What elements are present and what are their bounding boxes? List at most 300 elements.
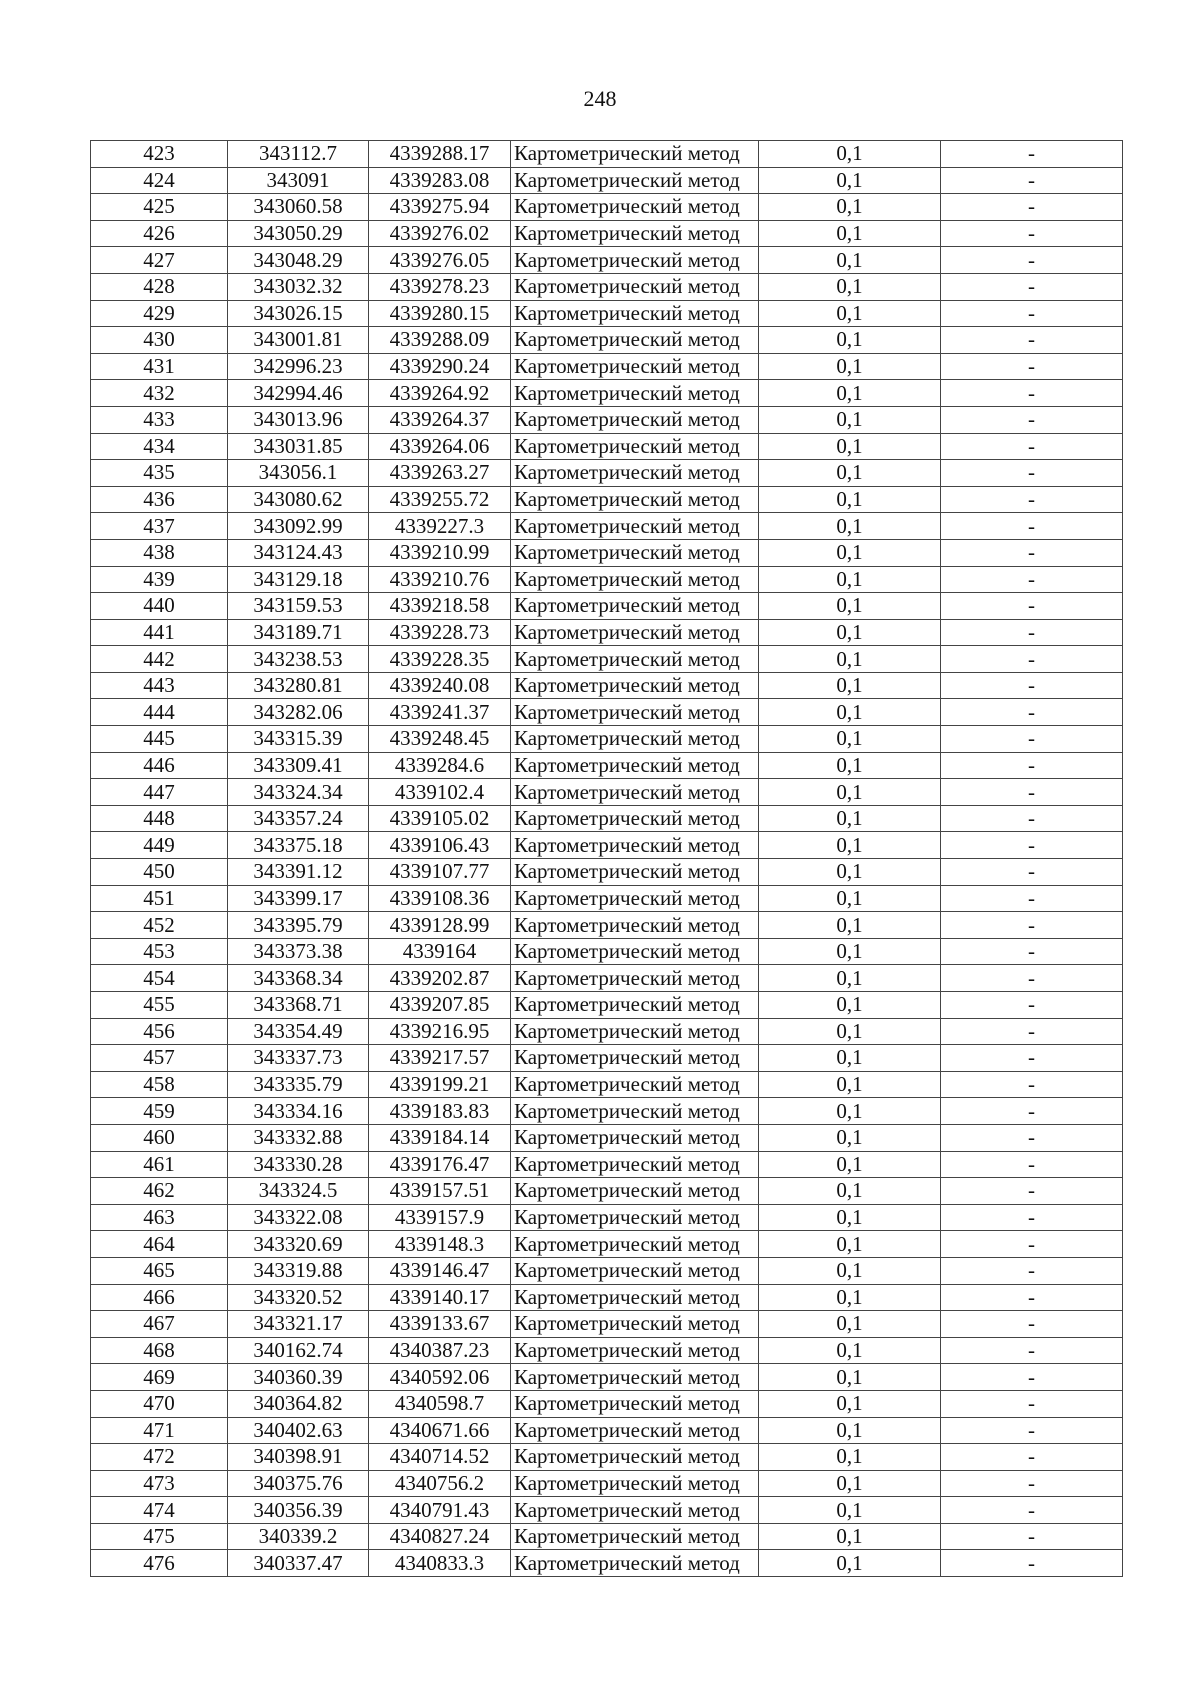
table-row [91,593,1123,620]
x-coordinate-cell: 343373.38 [228,938,369,965]
method-cell: Картометрический метод [511,406,759,433]
method-cell: Картометрический метод [511,938,759,965]
accuracy-cell: 0,1 [759,194,941,221]
accuracy-cell: 0,1 [759,619,941,646]
y-coordinate-cell: 4339146.47 [369,1257,511,1284]
accuracy-cell: 0,1 [759,593,941,620]
accuracy-cell: 0,1 [759,1364,941,1391]
accuracy-cell: 0,1 [759,1444,941,1471]
y-coordinate-cell: 4339280.15 [369,300,511,327]
method-cell: Картометрический метод [511,327,759,354]
x-coordinate-cell: 340337.47 [228,1550,369,1577]
method-cell: Картометрический метод [511,593,759,620]
method-cell: Картометрический метод [511,619,759,646]
method-cell: Картометрический метод [511,1417,759,1444]
point-number-cell: 464 [91,1231,228,1258]
point-number-cell: 439 [91,566,228,593]
y-coordinate-cell: 4339207.85 [369,992,511,1019]
x-coordinate-cell: 343354.49 [228,1018,369,1045]
x-coordinate-cell: 343280.81 [228,672,369,699]
y-coordinate-cell: 4339108.36 [369,885,511,912]
note-cell: - [941,832,1123,859]
method-cell: Картометрический метод [511,1497,759,1524]
table-row [91,1071,1123,1098]
y-coordinate-cell: 4339183.83 [369,1098,511,1125]
point-number-cell: 442 [91,646,228,673]
x-coordinate-cell: 343048.29 [228,247,369,274]
y-coordinate-cell: 4339157.51 [369,1178,511,1205]
method-cell: Картометрический метод [511,1337,759,1364]
point-number-cell: 424 [91,167,228,194]
point-number-cell: 450 [91,859,228,886]
note-cell: - [941,353,1123,380]
x-coordinate-cell: 343031.85 [228,433,369,460]
x-coordinate-cell: 343320.69 [228,1231,369,1258]
x-coordinate-cell: 343056.1 [228,460,369,487]
y-coordinate-cell: 4339210.76 [369,566,511,593]
accuracy-cell: 0,1 [759,141,941,168]
x-coordinate-cell: 343060.58 [228,194,369,221]
note-cell: - [941,593,1123,620]
x-coordinate-cell: 340402.63 [228,1417,369,1444]
accuracy-cell: 0,1 [759,1470,941,1497]
point-number-cell: 429 [91,300,228,327]
y-coordinate-cell: 4339228.73 [369,619,511,646]
point-number-cell: 444 [91,699,228,726]
point-number-cell: 475 [91,1523,228,1550]
table-row [91,1231,1123,1258]
note-cell: - [941,1390,1123,1417]
method-cell: Картометрический метод [511,1523,759,1550]
table-row [91,1550,1123,1577]
note-cell: - [941,220,1123,247]
method-cell: Картометрический метод [511,1178,759,1205]
y-coordinate-cell: 4339210.99 [369,539,511,566]
x-coordinate-cell: 343309.41 [228,752,369,779]
y-coordinate-cell: 4339102.4 [369,779,511,806]
table-row [91,1497,1123,1524]
accuracy-cell: 0,1 [759,938,941,965]
point-number-cell: 427 [91,247,228,274]
note-cell: - [941,1045,1123,1072]
y-coordinate-cell: 4339184.14 [369,1124,511,1151]
method-cell: Картометрический метод [511,1284,759,1311]
x-coordinate-cell: 343129.18 [228,566,369,593]
point-number-cell: 438 [91,539,228,566]
point-number-cell: 440 [91,593,228,620]
y-coordinate-cell: 4339202.87 [369,965,511,992]
table-row [91,1178,1123,1205]
table-row [91,460,1123,487]
table-row [91,646,1123,673]
method-cell: Картометрический метод [511,220,759,247]
x-coordinate-cell: 343368.71 [228,992,369,1019]
x-coordinate-cell: 343330.28 [228,1151,369,1178]
accuracy-cell: 0,1 [759,965,941,992]
note-cell: - [941,194,1123,221]
method-cell: Картометрический метод [511,646,759,673]
point-number-cell: 454 [91,965,228,992]
note-cell: - [941,672,1123,699]
accuracy-cell: 0,1 [759,406,941,433]
note-cell: - [941,912,1123,939]
table-row [91,1390,1123,1417]
note-cell: - [941,327,1123,354]
note-cell: - [941,1257,1123,1284]
y-coordinate-cell: 4340671.66 [369,1417,511,1444]
note-cell: - [941,406,1123,433]
method-cell: Картометрический метод [511,1550,759,1577]
y-coordinate-cell: 4339275.94 [369,194,511,221]
point-number-cell: 432 [91,380,228,407]
x-coordinate-cell: 343013.96 [228,406,369,433]
table-row [91,1364,1123,1391]
table-row [91,566,1123,593]
accuracy-cell: 0,1 [759,539,941,566]
note-cell: - [941,779,1123,806]
accuracy-cell: 0,1 [759,1231,941,1258]
point-number-cell: 445 [91,726,228,753]
method-cell: Картометрический метод [511,672,759,699]
method-cell: Картометрический метод [511,300,759,327]
accuracy-cell: 0,1 [759,646,941,673]
point-number-cell: 435 [91,460,228,487]
method-cell: Картометрический метод [511,726,759,753]
accuracy-cell: 0,1 [759,779,941,806]
point-number-cell: 468 [91,1337,228,1364]
note-cell: - [941,1151,1123,1178]
x-coordinate-cell: 343159.53 [228,593,369,620]
y-coordinate-cell: 4339255.72 [369,486,511,513]
point-number-cell: 436 [91,486,228,513]
table-row [91,885,1123,912]
x-coordinate-cell: 343337.73 [228,1045,369,1072]
note-cell: - [941,1124,1123,1151]
note-cell: - [941,1497,1123,1524]
method-cell: Картометрический метод [511,167,759,194]
table-row [91,1444,1123,1471]
x-coordinate-cell: 343319.88 [228,1257,369,1284]
x-coordinate-cell: 343001.81 [228,327,369,354]
coordinates-table [90,140,1123,1577]
accuracy-cell: 0,1 [759,220,941,247]
method-cell: Картометрический метод [511,141,759,168]
y-coordinate-cell: 4339218.58 [369,593,511,620]
table-row [91,1204,1123,1231]
table-row [91,194,1123,221]
note-cell: - [941,965,1123,992]
y-coordinate-cell: 4339128.99 [369,912,511,939]
y-coordinate-cell: 4340598.7 [369,1390,511,1417]
table-row [91,1045,1123,1072]
x-coordinate-cell: 340360.39 [228,1364,369,1391]
table-row [91,1098,1123,1125]
table-row [91,1337,1123,1364]
point-number-cell: 443 [91,672,228,699]
x-coordinate-cell: 340162.74 [228,1337,369,1364]
table-row [91,1417,1123,1444]
method-cell: Картометрический метод [511,194,759,221]
x-coordinate-cell: 343092.99 [228,513,369,540]
table-row [91,273,1123,300]
table-row [91,1257,1123,1284]
accuracy-cell: 0,1 [759,566,941,593]
point-number-cell: 447 [91,779,228,806]
y-coordinate-cell: 4339217.57 [369,1045,511,1072]
y-coordinate-cell: 4339278.23 [369,273,511,300]
table-body [91,141,1123,1577]
x-coordinate-cell: 340364.82 [228,1390,369,1417]
note-cell: - [941,726,1123,753]
table-row [91,805,1123,832]
accuracy-cell: 0,1 [759,726,941,753]
point-number-cell: 463 [91,1204,228,1231]
table-row [91,672,1123,699]
x-coordinate-cell: 343315.39 [228,726,369,753]
method-cell: Картометрический метод [511,859,759,886]
table-row [91,433,1123,460]
method-cell: Картометрический метод [511,513,759,540]
method-cell: Картометрический метод [511,1444,759,1471]
accuracy-cell: 0,1 [759,859,941,886]
y-coordinate-cell: 4340827.24 [369,1523,511,1550]
x-coordinate-cell: 343238.53 [228,646,369,673]
point-number-cell: 433 [91,406,228,433]
accuracy-cell: 0,1 [759,1523,941,1550]
y-coordinate-cell: 4340756.2 [369,1470,511,1497]
table-row [91,938,1123,965]
x-coordinate-cell: 343391.12 [228,859,369,886]
y-coordinate-cell: 4339284.6 [369,752,511,779]
table-row [91,247,1123,274]
x-coordinate-cell: 343334.16 [228,1098,369,1125]
note-cell: - [941,1311,1123,1338]
method-cell: Картометрический метод [511,1311,759,1338]
method-cell: Картометрический метод [511,433,759,460]
method-cell: Картометрический метод [511,1364,759,1391]
y-coordinate-cell: 4339148.3 [369,1231,511,1258]
table-row [91,1018,1123,1045]
note-cell: - [941,1231,1123,1258]
x-coordinate-cell: 343332.88 [228,1124,369,1151]
method-cell: Картометрический метод [511,1204,759,1231]
accuracy-cell: 0,1 [759,1178,941,1205]
y-coordinate-cell: 4339248.45 [369,726,511,753]
point-number-cell: 465 [91,1257,228,1284]
y-coordinate-cell: 4339199.21 [369,1071,511,1098]
note-cell: - [941,539,1123,566]
x-coordinate-cell: 343399.17 [228,885,369,912]
table-row [91,859,1123,886]
point-number-cell: 446 [91,752,228,779]
note-cell: - [941,300,1123,327]
point-number-cell: 426 [91,220,228,247]
method-cell: Картометрический метод [511,1018,759,1045]
point-number-cell: 431 [91,353,228,380]
point-number-cell: 456 [91,1018,228,1045]
method-cell: Картометрический метод [511,805,759,832]
point-number-cell: 428 [91,273,228,300]
point-number-cell: 448 [91,805,228,832]
accuracy-cell: 0,1 [759,273,941,300]
accuracy-cell: 0,1 [759,1124,941,1151]
table-row [91,779,1123,806]
y-coordinate-cell: 4339288.17 [369,141,511,168]
y-coordinate-cell: 4339290.24 [369,353,511,380]
method-cell: Картометрический метод [511,1124,759,1151]
table-row [91,1470,1123,1497]
method-cell: Картометрический метод [511,832,759,859]
y-coordinate-cell: 4339105.02 [369,805,511,832]
method-cell: Картометрический метод [511,273,759,300]
y-coordinate-cell: 4339241.37 [369,699,511,726]
y-coordinate-cell: 4339228.35 [369,646,511,673]
note-cell: - [941,380,1123,407]
x-coordinate-cell: 343324.34 [228,779,369,806]
note-cell: - [941,1071,1123,1098]
note-cell: - [941,566,1123,593]
x-coordinate-cell: 343320.52 [228,1284,369,1311]
method-cell: Картометрический метод [511,912,759,939]
note-cell: - [941,1337,1123,1364]
accuracy-cell: 0,1 [759,167,941,194]
note-cell: - [941,885,1123,912]
note-cell: - [941,1444,1123,1471]
note-cell: - [941,141,1123,168]
method-cell: Картометрический метод [511,1098,759,1125]
note-cell: - [941,1523,1123,1550]
accuracy-cell: 0,1 [759,353,941,380]
y-coordinate-cell: 4339176.47 [369,1151,511,1178]
table-row [91,992,1123,1019]
x-coordinate-cell: 343324.5 [228,1178,369,1205]
x-coordinate-cell: 340398.91 [228,1444,369,1471]
method-cell: Картометрический метод [511,1231,759,1258]
x-coordinate-cell: 343091 [228,167,369,194]
x-coordinate-cell: 343368.34 [228,965,369,992]
y-coordinate-cell: 4339216.95 [369,1018,511,1045]
y-coordinate-cell: 4339227.3 [369,513,511,540]
point-number-cell: 469 [91,1364,228,1391]
table-row [91,327,1123,354]
accuracy-cell: 0,1 [759,752,941,779]
table-row [91,513,1123,540]
x-coordinate-cell: 343080.62 [228,486,369,513]
method-cell: Картометрический метод [511,1257,759,1284]
point-number-cell: 474 [91,1497,228,1524]
y-coordinate-cell: 4340592.06 [369,1364,511,1391]
method-cell: Картометрический метод [511,566,759,593]
y-coordinate-cell: 4339276.05 [369,247,511,274]
table-row [91,539,1123,566]
x-coordinate-cell: 343026.15 [228,300,369,327]
accuracy-cell: 0,1 [759,247,941,274]
method-cell: Картометрический метод [511,1390,759,1417]
x-coordinate-cell: 340356.39 [228,1497,369,1524]
y-coordinate-cell: 4339263.27 [369,460,511,487]
accuracy-cell: 0,1 [759,513,941,540]
point-number-cell: 470 [91,1390,228,1417]
x-coordinate-cell: 343395.79 [228,912,369,939]
accuracy-cell: 0,1 [759,1045,941,1072]
note-cell: - [941,273,1123,300]
point-number-cell: 455 [91,992,228,1019]
note-cell: - [941,1018,1123,1045]
method-cell: Картометрический метод [511,965,759,992]
point-number-cell: 476 [91,1550,228,1577]
x-coordinate-cell: 343112.7 [228,141,369,168]
table-row [91,1284,1123,1311]
method-cell: Картометрический метод [511,992,759,1019]
x-coordinate-cell: 343032.32 [228,273,369,300]
note-cell: - [941,1178,1123,1205]
x-coordinate-cell: 343357.24 [228,805,369,832]
accuracy-cell: 0,1 [759,832,941,859]
point-number-cell: 441 [91,619,228,646]
method-cell: Картометрический метод [511,247,759,274]
table-row [91,965,1123,992]
point-number-cell: 462 [91,1178,228,1205]
y-coordinate-cell: 4339107.77 [369,859,511,886]
method-cell: Картометрический метод [511,752,759,779]
point-number-cell: 471 [91,1417,228,1444]
note-cell: - [941,1098,1123,1125]
accuracy-cell: 0,1 [759,486,941,513]
point-number-cell: 434 [91,433,228,460]
note-cell: - [941,646,1123,673]
table-row [91,167,1123,194]
y-coordinate-cell: 4339164 [369,938,511,965]
accuracy-cell: 0,1 [759,1204,941,1231]
method-cell: Картометрический метод [511,885,759,912]
method-cell: Картометрический метод [511,486,759,513]
table-row [91,619,1123,646]
accuracy-cell: 0,1 [759,327,941,354]
method-cell: Картометрический метод [511,699,759,726]
point-number-cell: 472 [91,1444,228,1471]
y-coordinate-cell: 4340833.3 [369,1550,511,1577]
y-coordinate-cell: 4340714.52 [369,1444,511,1471]
note-cell: - [941,1417,1123,1444]
x-coordinate-cell: 343050.29 [228,220,369,247]
note-cell: - [941,1284,1123,1311]
point-number-cell: 467 [91,1311,228,1338]
accuracy-cell: 0,1 [759,992,941,1019]
y-coordinate-cell: 4339140.17 [369,1284,511,1311]
x-coordinate-cell: 340339.2 [228,1523,369,1550]
note-cell: - [941,486,1123,513]
x-coordinate-cell: 343124.43 [228,539,369,566]
x-coordinate-cell: 343282.06 [228,699,369,726]
table-row [91,1124,1123,1151]
method-cell: Картометрический метод [511,380,759,407]
accuracy-cell: 0,1 [759,1071,941,1098]
table-row [91,406,1123,433]
table-row [91,832,1123,859]
method-cell: Картометрический метод [511,1071,759,1098]
point-number-cell: 430 [91,327,228,354]
accuracy-cell: 0,1 [759,699,941,726]
table-row [91,486,1123,513]
table-row [91,752,1123,779]
note-cell: - [941,460,1123,487]
table-row [91,726,1123,753]
point-number-cell: 460 [91,1124,228,1151]
accuracy-cell: 0,1 [759,1151,941,1178]
point-number-cell: 437 [91,513,228,540]
note-cell: - [941,1204,1123,1231]
accuracy-cell: 0,1 [759,1417,941,1444]
